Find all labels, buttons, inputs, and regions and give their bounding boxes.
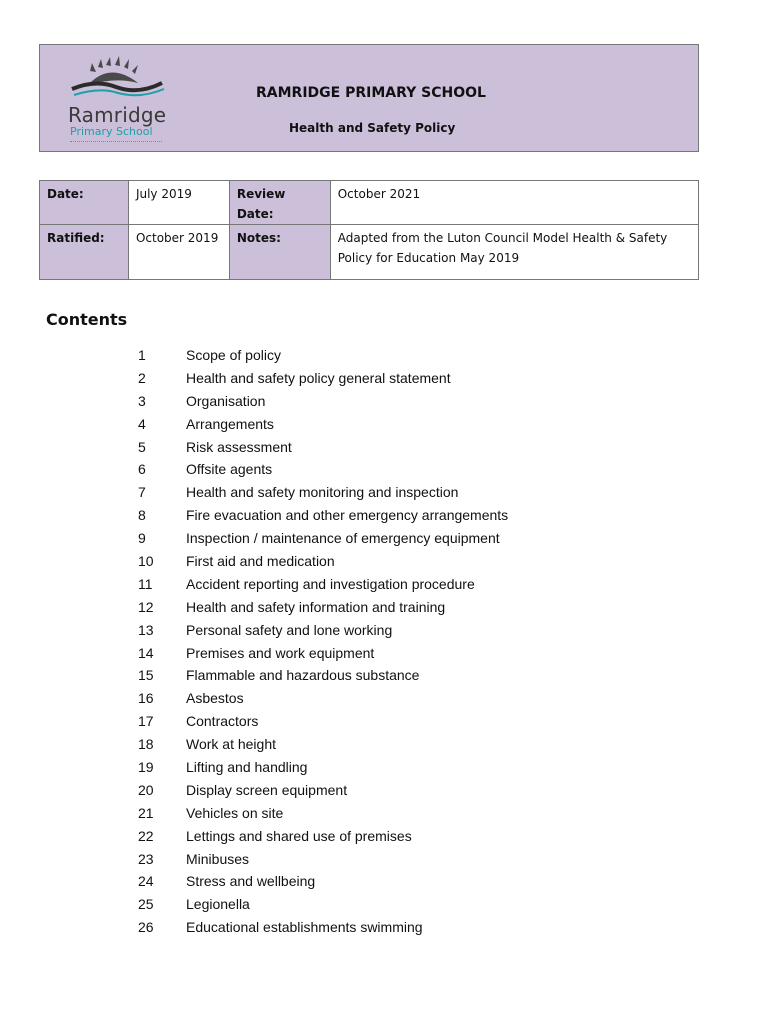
policy-title: Health and Safety Policy [289,121,456,135]
contents-item-number: 13 [138,621,154,638]
contents-item-number: 7 [138,484,146,501]
contents-item [0,917,770,940]
policy-meta-table [39,180,699,280]
contents-item-label: Accident reporting and investigation procedure [186,575,475,592]
school-logo [66,55,176,143]
contents-item [0,826,770,849]
contents-item-number: 18 [138,736,154,753]
logo-name: Ramridge [68,103,167,127]
contents-item-number: 20 [138,781,154,798]
contents-item [0,482,770,505]
contents-item-label: Vehicles on site [186,804,284,821]
contents-item-number: 10 [138,553,154,570]
contents-item [0,368,770,391]
ratified-value: October 2019 [128,225,229,280]
contents-item-number: 2 [138,369,146,386]
contents-item-label: Offsite agents [186,461,273,478]
school-name: RAMRIDGE PRIMARY SCHOOL [256,85,486,101]
contents-item [0,803,770,826]
contents-item-number: 14 [138,644,154,661]
document-header [39,44,699,152]
contents-item [0,711,770,734]
contents-item-label: Health and safety monitoring and inspection [186,484,459,501]
contents-item-label: Educational establishments swimming [186,919,423,936]
contents-item [0,574,770,597]
contents-item-label: Flammable and hazardous substance [186,667,420,684]
contents-list [0,345,770,940]
contents-item-label: Stress and wellbeing [186,873,316,890]
contents-item [0,505,770,528]
contents-item-number: 17 [138,713,154,730]
contents-item-number: 15 [138,667,154,684]
contents-item [0,665,770,688]
contents-item-number: 6 [138,461,146,478]
contents-item-number: 8 [138,507,146,524]
notes-label: Notes: [229,225,330,280]
contents-item-label: Personal safety and lone working [186,621,393,638]
logo-tagline-rule [70,141,162,144]
contents-item-number: 11 [138,575,153,592]
contents-item-number: 4 [138,415,146,432]
contents-item-number: 12 [138,598,154,615]
contents-item-label: Health and safety policy general statement [186,369,451,386]
contents-item [0,894,770,917]
contents-item-number: 26 [138,919,154,936]
contents-item-number: 1 [138,347,146,363]
contents-item-label: Scope of policy [186,347,281,363]
meta-row-ratified [40,225,699,280]
contents-item-label: Health and safety information and training [186,598,446,615]
contents-heading: Contents [46,310,128,329]
ratified-label: Ratified: [40,225,129,280]
contents-item [0,345,770,368]
contents-item-number: 24 [138,873,154,890]
contents-item [0,528,770,551]
contents-item-label: Minibuses [186,850,250,867]
contents-item-label: Display screen equipment [186,781,348,798]
contents-item-label: First aid and medication [186,553,335,570]
contents-item-label: Fire evacuation and other emergency arrangements [186,507,509,524]
logo-subtitle: Primary School [70,125,153,138]
contents-item-number: 9 [138,530,146,547]
contents-item [0,780,770,803]
contents-item-label: Contractors [186,713,259,730]
contents-item [0,757,770,780]
contents-item-label: Arrangements [186,415,274,432]
contents-item [0,414,770,437]
date-value: July 2019 [128,181,229,225]
contents-item-number: 25 [138,896,154,913]
contents-item-number: 16 [138,690,154,707]
contents-item [0,688,770,711]
contents-item [0,849,770,872]
contents-item [0,391,770,414]
sun-wave-logo-icon [66,55,176,105]
contents-item-label: Asbestos [186,690,244,707]
contents-item-label: Risk assessment [186,438,292,455]
contents-item-label: Inspection / maintenance of emergency equipment [186,530,500,547]
contents-item-number: 19 [138,759,154,776]
contents-item-label: Lifting and handling [186,759,308,776]
contents-item-label: Lettings and shared use of premises [186,827,412,844]
contents-item-label: Premises and work equipment [186,644,375,661]
contents-item [0,437,770,460]
meta-row-dates [40,181,699,225]
contents-item-number: 3 [138,392,146,409]
contents-item-number: 5 [138,438,146,455]
contents-item [0,643,770,666]
contents-item [0,871,770,894]
contents-item [0,597,770,620]
contents-item [0,734,770,757]
review-date-value: October 2021 [330,181,698,225]
contents-item-label: Organisation [186,392,266,409]
contents-item-number: 23 [138,850,154,867]
notes-value: Adapted from the Luton Council Model Health & Safety Policy for Education May 2019 [330,225,698,280]
date-label: Date: [40,181,129,225]
contents-item-number: 21 [138,804,154,821]
contents-item [0,551,770,574]
contents-item-label: Work at height [186,736,277,753]
contents-item-label: Legionella [186,896,250,913]
review-date-label: Review Date: [229,181,330,225]
contents-item [0,620,770,643]
contents-item [0,459,770,482]
contents-item-number: 22 [138,827,154,844]
